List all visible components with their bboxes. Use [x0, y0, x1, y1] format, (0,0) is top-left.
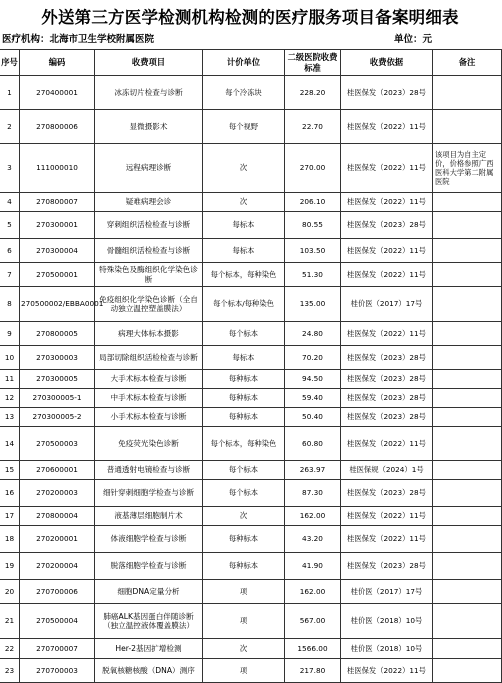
fee-table [0, 49, 502, 683]
cell-price: 162.00 [285, 507, 341, 526]
cell-code: 270500001 [20, 263, 95, 287]
cell-basis: 桂价医（2017）17号 [341, 287, 433, 322]
page-title: 外送第三方医学检测机构检测的医疗服务项目备案明细表 [41, 8, 459, 27]
cell-price: 22.70 [285, 110, 341, 144]
cell-unit: 项 [203, 604, 285, 639]
cell-unit: 每种标本 [203, 526, 285, 553]
cell-item: 小手术标本检查与诊断 [95, 408, 203, 427]
cell-seq: 8 [0, 287, 20, 322]
table-row [0, 389, 502, 408]
cell-note [433, 639, 502, 659]
cell-seq: 13 [0, 408, 20, 427]
cell-basis: 桂医保发（2022）11号 [341, 110, 433, 144]
cell-unit: 次 [203, 144, 285, 193]
cell-seq: 16 [0, 480, 20, 507]
cell-code: 270300005-1 [20, 389, 95, 408]
cell-unit: 每个标本 [203, 322, 285, 346]
cell-basis: 桂医保发（2023）28号 [341, 480, 433, 507]
table-row [0, 461, 502, 480]
cell-code: 270500004 [20, 604, 95, 639]
cell-note [433, 427, 502, 461]
cell-note [433, 370, 502, 389]
table-row [0, 346, 502, 370]
cell-item: 病理大体标本摄影 [95, 322, 203, 346]
cell-seq: 17 [0, 507, 20, 526]
table-row [0, 639, 502, 659]
table-row [0, 659, 502, 683]
cell-unit: 每个视野 [203, 110, 285, 144]
cell-unit: 每个标本 [203, 480, 285, 507]
cell-basis: 桂医保发（2023）28号 [341, 212, 433, 239]
cell-seq: 15 [0, 461, 20, 480]
cell-item: 骨髓组织活检检查与诊断 [95, 239, 203, 263]
cell-unit: 每种标本 [203, 408, 285, 427]
cell-note [433, 659, 502, 683]
cell-basis: 桂医保发（2022）11号 [341, 427, 433, 461]
cell-item: 细胞DNA定量分析 [95, 580, 203, 604]
cell-price: 270.00 [285, 144, 341, 193]
cell-price: 162.00 [285, 580, 341, 604]
cell-note [433, 408, 502, 427]
cell-code: 270200004 [20, 553, 95, 580]
cell-item: 远程病理诊断 [95, 144, 203, 193]
cell-code: 270800005 [20, 322, 95, 346]
cell-seq: 14 [0, 427, 20, 461]
cell-seq: 23 [0, 659, 20, 683]
table-row [0, 480, 502, 507]
cell-price: 24.80 [285, 322, 341, 346]
table-row [0, 427, 502, 461]
cell-note [433, 193, 502, 212]
cell-note [433, 76, 502, 110]
header-basis: 收费依据 [341, 50, 433, 76]
cell-code: 270400001 [20, 76, 95, 110]
cell-item: 局部切除组织活检检查与诊断 [95, 346, 203, 370]
cell-unit: 每标本 [203, 239, 285, 263]
cell-price: 228.20 [285, 76, 341, 110]
cell-code: 270800006 [20, 110, 95, 144]
cell-unit: 每种标本 [203, 553, 285, 580]
cell-code: 270300004 [20, 239, 95, 263]
cell-seq: 5 [0, 212, 20, 239]
cell-unit: 项 [203, 659, 285, 683]
table-row [0, 263, 502, 287]
header-row [0, 50, 502, 76]
cell-item: 免疫组织化学染色诊断（全自动独立温控塑盖膜法） [95, 287, 203, 322]
cell-basis: 桂医保发（2022）11号 [341, 322, 433, 346]
cell-item: 冰冻切片检查与诊断 [95, 76, 203, 110]
cell-unit: 每标本 [203, 212, 285, 239]
cell-seq: 7 [0, 263, 20, 287]
cell-note [433, 212, 502, 239]
cell-unit: 项 [203, 580, 285, 604]
cell-item: 普通透射电镜检查与诊断 [95, 461, 203, 480]
table-row [0, 76, 502, 110]
cell-basis: 桂价医（2017）17号 [341, 580, 433, 604]
cell-note [433, 322, 502, 346]
cell-note: 该项目为自主定价，价格参照广西医科大学第二附属医院 [433, 144, 502, 193]
cell-basis: 桂价医（2018）10号 [341, 604, 433, 639]
cell-price: 60.80 [285, 427, 341, 461]
cell-price: 103.50 [285, 239, 341, 263]
cell-unit: 每种标本 [203, 370, 285, 389]
table-row [0, 287, 502, 322]
cell-basis: 桂医保发（2023）28号 [341, 346, 433, 370]
table-row [0, 212, 502, 239]
cell-item: 脱落细胞学检查与诊断 [95, 553, 203, 580]
header-item: 收费项目 [95, 50, 203, 76]
cell-seq: 1 [0, 76, 20, 110]
cell-seq: 2 [0, 110, 20, 144]
table-row [0, 193, 502, 212]
cell-price: 87.30 [285, 480, 341, 507]
cell-note [433, 461, 502, 480]
cell-item: 中手术标本检查与诊断 [95, 389, 203, 408]
cell-basis: 桂医保发（2022）11号 [341, 526, 433, 553]
cell-price: 80.55 [285, 212, 341, 239]
table-row [0, 322, 502, 346]
cell-price: 1566.00 [285, 639, 341, 659]
cell-unit: 每标本 [203, 346, 285, 370]
cell-note [433, 389, 502, 408]
cell-seq: 11 [0, 370, 20, 389]
table-row [0, 580, 502, 604]
cell-note [433, 580, 502, 604]
cell-note [433, 507, 502, 526]
cell-code: 270500002/EBBA0001 [20, 287, 95, 322]
cell-note [433, 263, 502, 287]
cell-note [433, 553, 502, 580]
header-note: 备注 [433, 50, 502, 76]
cell-code: 270600001 [20, 461, 95, 480]
cell-note [433, 526, 502, 553]
cell-item: 大手术标本检查与诊断 [95, 370, 203, 389]
table-row [0, 144, 502, 193]
header-seq: 序号 [0, 50, 20, 76]
cell-seq: 12 [0, 389, 20, 408]
header-code: 编码 [20, 50, 95, 76]
cell-item: 显微摄影术 [95, 110, 203, 144]
cell-item: 特殊染色及酶组织化学染色诊断 [95, 263, 203, 287]
cell-price: 50.40 [285, 408, 341, 427]
cell-code: 270800004 [20, 507, 95, 526]
cell-basis: 桂医保发（2022）11号 [341, 239, 433, 263]
cell-code: 270800007 [20, 193, 95, 212]
table-row [0, 553, 502, 580]
cell-basis: 桂医保发（2023）28号 [341, 408, 433, 427]
cell-price: 43.20 [285, 526, 341, 553]
cell-basis: 桂医保发（2023）28号 [341, 553, 433, 580]
table-row [0, 604, 502, 639]
cell-note [433, 110, 502, 144]
cell-item: 免疫荧光染色诊断 [95, 427, 203, 461]
cell-code: 270300005 [20, 370, 95, 389]
cell-seq: 19 [0, 553, 20, 580]
table-row [0, 507, 502, 526]
cell-item: Her-2基因扩增检测 [95, 639, 203, 659]
cell-unit: 每个标本，每种染色 [203, 427, 285, 461]
cell-note [433, 480, 502, 507]
cell-unit: 次 [203, 193, 285, 212]
cell-basis: 桂医保发（2023）28号 [341, 370, 433, 389]
table-row [0, 408, 502, 427]
cell-price: 41.90 [285, 553, 341, 580]
cell-seq: 10 [0, 346, 20, 370]
cell-code: 270700003 [20, 659, 95, 683]
cell-price: 94.50 [285, 370, 341, 389]
cell-item: 细针穿刺细胞学检查与诊断 [95, 480, 203, 507]
cell-basis: 桂医保发（2023）28号 [341, 76, 433, 110]
cell-basis: 桂医保规（2024）1号 [341, 461, 433, 480]
cell-price: 59.40 [285, 389, 341, 408]
cell-unit: 每种标本 [203, 389, 285, 408]
cell-unit: 次 [203, 639, 285, 659]
cell-seq: 22 [0, 639, 20, 659]
cell-item: 肺癌ALK基因蛋白伴随诊断（独立温控液体覆盖膜法） [95, 604, 203, 639]
cell-code: 111000010 [20, 144, 95, 193]
cell-price: 567.00 [285, 604, 341, 639]
cell-code: 270200001 [20, 526, 95, 553]
table-row [0, 370, 502, 389]
cell-seq: 18 [0, 526, 20, 553]
cell-seq: 6 [0, 239, 20, 263]
cell-price: 263.97 [285, 461, 341, 480]
cell-unit: 每个标本，每种染色 [203, 263, 285, 287]
cell-basis: 桂医保发（2022）11号 [341, 144, 433, 193]
cell-price: 206.10 [285, 193, 341, 212]
cell-price: 217.80 [285, 659, 341, 683]
cell-price: 51.30 [285, 263, 341, 287]
cell-note [433, 604, 502, 639]
cell-code: 270300001 [20, 212, 95, 239]
table-body [0, 76, 502, 683]
cell-code: 270300005-2 [20, 408, 95, 427]
table-row [0, 239, 502, 263]
cell-seq: 20 [0, 580, 20, 604]
cell-basis: 桂医保发（2023）28号 [341, 389, 433, 408]
cell-basis: 桂价医（2018）10号 [341, 639, 433, 659]
cell-item: 体液细胞学检查与诊断 [95, 526, 203, 553]
cell-item: 穿刺组织活检检查与诊断 [95, 212, 203, 239]
cell-item: 液基薄层细胞制片术 [95, 507, 203, 526]
cell-code: 270700007 [20, 639, 95, 659]
cell-seq: 3 [0, 144, 20, 193]
table-row [0, 526, 502, 553]
cell-code: 270300003 [20, 346, 95, 370]
unit-label: 单位：元 [394, 34, 433, 45]
cell-seq: 9 [0, 322, 20, 346]
cell-price: 135.00 [285, 287, 341, 322]
cell-code: 270500003 [20, 427, 95, 461]
cell-item: 脱氧核糖核酸（DNA）测序 [95, 659, 203, 683]
cell-unit: 每个标本/每种染色 [203, 287, 285, 322]
cell-seq: 4 [0, 193, 20, 212]
header-price: 二级医院收费标准 [285, 50, 341, 76]
cell-code: 270700006 [20, 580, 95, 604]
table-row [0, 110, 502, 144]
cell-price: 70.20 [285, 346, 341, 370]
cell-unit: 次 [203, 507, 285, 526]
cell-code: 270200003 [20, 480, 95, 507]
cell-basis: 桂医保发（2022）11号 [341, 263, 433, 287]
cell-unit: 每个标本 [203, 461, 285, 480]
cell-seq: 21 [0, 604, 20, 639]
cell-note [433, 287, 502, 322]
institution-label: 医疗机构：北海市卫生学校附属医院 [2, 34, 155, 45]
header-unit: 计价单位 [203, 50, 285, 76]
cell-item: 疑难病理会诊 [95, 193, 203, 212]
cell-basis: 桂医保发（2022）11号 [341, 193, 433, 212]
cell-note [433, 239, 502, 263]
cell-note [433, 346, 502, 370]
cell-basis: 桂医保发（2022）11号 [341, 507, 433, 526]
cell-unit: 每个冷冻块 [203, 76, 285, 110]
cell-basis: 桂医保发（2022）11号 [341, 659, 433, 683]
